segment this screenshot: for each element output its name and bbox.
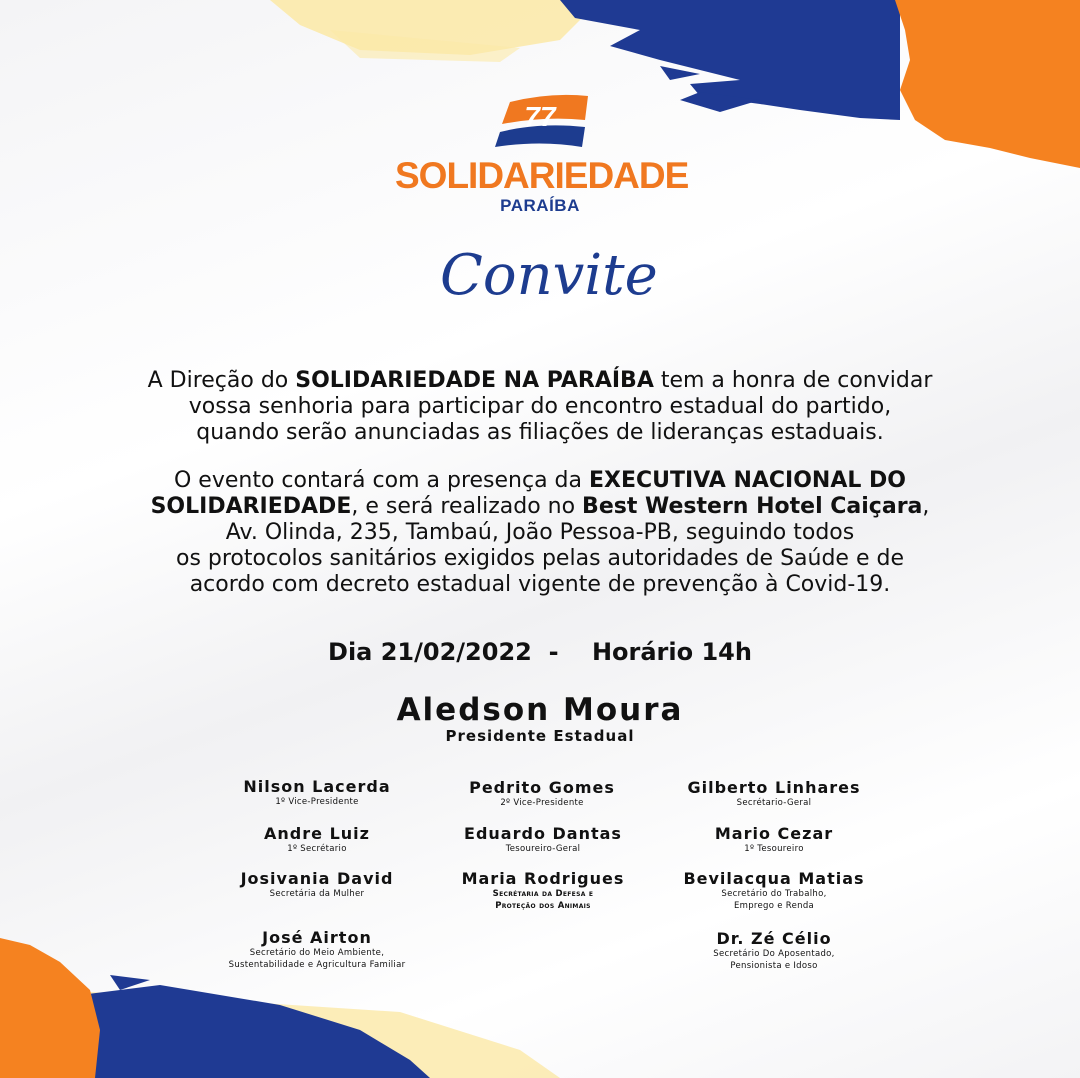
member-card [422,779,662,809]
member-card [197,825,437,855]
party-logo [395,92,689,222]
event-date-time: Dia 21/02/2022 - Horário 14h [328,638,752,666]
member-name: Maria Rodrigues [461,869,625,888]
member-role: Secretário do Meio Ambiente, Sustentabilidade e Agricultura Familiar [228,948,406,970]
member-role: Secretária da Mulher [269,889,365,899]
member-role: 1º Tesoureiro [744,844,804,854]
logo-number: 77 [524,101,556,132]
member-card [423,870,663,912]
member-card [654,825,894,855]
member-role: Secrétario-Geral [736,798,812,808]
paragraph-line: vossa senhoria para participar do encontro estadual do partido, [188,394,892,419]
member-role: Tesoureiro-Geral [505,844,581,854]
member-card [197,778,437,808]
paragraph-line: os protocolos sanitários exigidos pelas autoridades de Saúde e de [175,546,904,571]
member-name: José Airton [262,928,372,947]
member-role: 1º Vice-Presidente [275,797,359,807]
member-name: Nilson Lacerda [243,777,391,796]
paragraph-line: A Direção do SOLIDARIEDADE NA PARAÍBA tem a honra de convidar [147,368,933,393]
member-card [197,870,437,900]
member-role: Secretário do Trabalho, Emprego e Renda [721,889,827,911]
member-card [654,870,894,912]
member-name: Josivania David [240,869,394,888]
logo-name: SOLIDARIEDADE [395,155,689,196]
member-card [654,779,894,809]
member-role: 1º Secrétario [287,844,347,854]
invitation-paragraph-2 [60,468,1020,598]
member-role: 2º Vice-Presidente [500,798,584,808]
paragraph-line: Av. Olinda, 235, Tambaú, João Pessoa-PB, seguindo todos [225,520,855,545]
member-name: Pedrito Gomes [469,778,615,797]
paragraph-line: O evento contará com a presença da EXECUTIVA NACIONAL DO [173,468,906,493]
member-name: Andre Luiz [264,824,370,843]
invitation-paragraph-1 [60,368,1020,446]
member-name: Dr. Zé Célio [716,929,832,948]
convite-title: Convite [440,243,658,308]
paragraph-line: quando serão anunciadas as filiações de lideranças estaduais. [196,420,884,445]
member-card [423,825,663,855]
logo-emblem-icon [490,92,590,152]
paragraph-line: SOLIDARIEDADE, e será realizado no Best Western Hotel Caiçara, [150,494,930,519]
member-name: Mario Cezar [714,824,834,843]
paragraph-line: acordo com decreto estadual vigente de prevenção à Covid-19. [189,572,891,597]
logo-state: PARAÍBA [500,196,580,215]
president-name: Aledson Moura [396,692,684,728]
member-card [654,930,894,972]
member-name: Eduardo Dantas [464,824,622,843]
member-name: Bevilacqua Matias [683,869,865,888]
member-card [197,929,437,971]
member-role: Secrétaria da Defesa e Proteção dos Animais [492,889,594,911]
president-role: Presidente Estadual [445,727,635,745]
member-name: Gilberto Linhares [687,778,861,797]
member-role: Secretário Do Aposentado, Pensionista e Idoso [713,949,835,971]
